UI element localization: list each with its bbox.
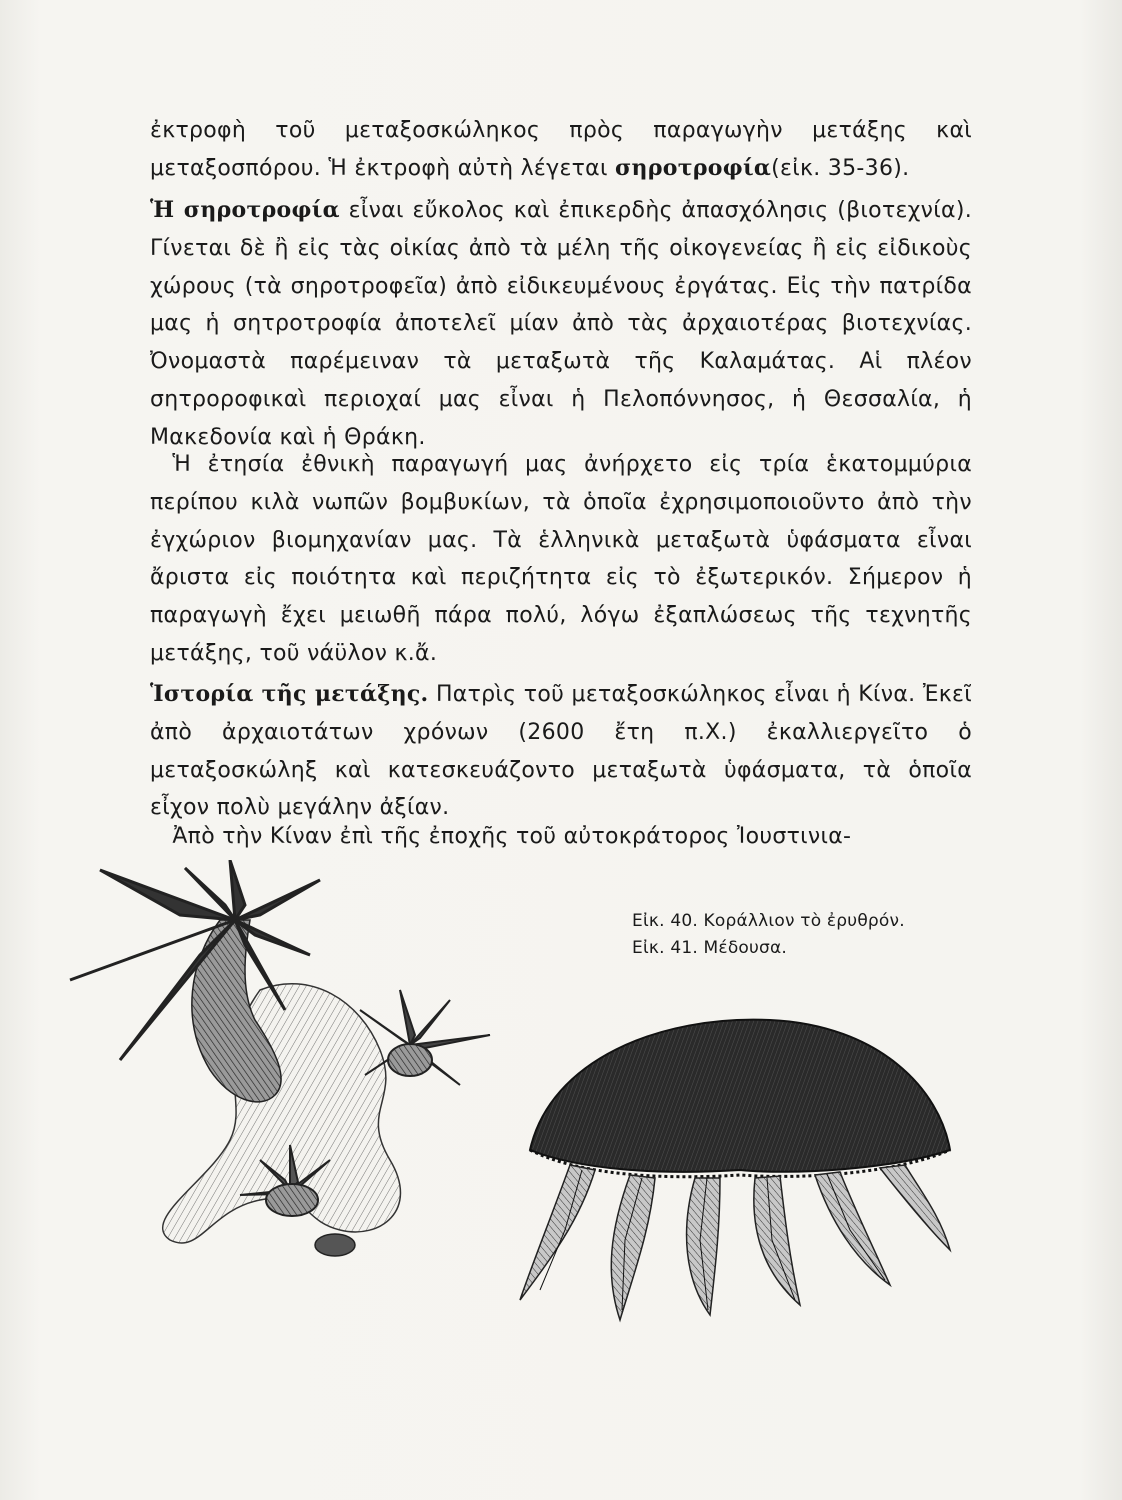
paragraph-text: Ἀπὸ τὴν Κίναν ἐπὶ τῆς ἐποχῆς τοῦ αὐτοκράτορος Ἰουστινια- <box>172 824 852 849</box>
paragraph-text: Ἡ ἐτησία ἐθνικὴ παραγωγή μας ἀνήρχετο εἰς τρία ἑκατομμύρια περίπου κιλὰ νωπῶν βομβυκίων, τὰ ὁποῖα ἐχρησιμοποιοῦντο ἀπὸ τὴν ἐγχώριον βιομηχανίαν μας. Τὰ ἑλληνικὰ μεταξωτὰ ὑφάσματα εἶναι ἄριστα εἰς ποιότητα καὶ περιζήτητα εἰς τὸ ἐξωτερικόν. Σήμερον ἡ παραγωγὴ ἔχει μειωθῆ πάρα πολύ, λόγω ἐξαπλώσεως τῆς τεχνητῆς μετάξης, τοῦ νάϋλον κ.ἄ. <box>150 452 972 666</box>
paragraph-sericulture <box>150 192 972 457</box>
paragraph-production <box>150 446 972 673</box>
bold-term-sericulture: σηροτροφία <box>615 154 772 181</box>
coral-illustration <box>60 860 510 1280</box>
figure-reference: (εἰκ. 35-36). <box>771 155 910 181</box>
caption-fig40: Εἰκ. 40. Κοράλλιον τὸ ἐρυθρόν. <box>632 911 905 931</box>
caption-fig41: Εἰκ. 41. Μέδουσα. <box>632 938 788 958</box>
jellyfish-illustration <box>510 1000 960 1340</box>
paragraph-sericulture-intro <box>150 112 972 188</box>
paragraph-text: ἐκτροφὴ τοῦ μεταξοσκώληκος πρὸς παραγωγὴν μετάξης καὶ μεταξοσπόρου. Ἡ ἐκτροφὴ αὐτὴ λέγεται <box>150 118 972 181</box>
paragraph-text: Πατρὶς τοῦ μεταξοσκώληκος εἶναι ἡ Κίνα. Ἐκεῖ ἀπὸ ἀρχαιοτάτων χρόνων (2600 ἔτη π.Χ.) ἐκαλλιεργεῖτο ὁ μεταξοσκώληξ καὶ κατεσκευάζοντο μεταξωτὰ ὑφάσματα, τὰ ὁποῖα εἶχον πολὺ μεγάλην ἀξίαν. <box>150 682 972 821</box>
jellyfish-tentacles <box>520 1165 950 1320</box>
bold-heading-silk-history: Ἱστορία τῆς μετάξης. <box>150 681 429 707</box>
paragraph-continued <box>150 818 972 856</box>
bold-heading-sericulture: Ἡ σηροτροφία <box>150 197 340 223</box>
jellyfish-bell <box>530 1020 950 1172</box>
paragraph-silk-history <box>150 676 972 827</box>
paragraph-text: εἶναι εὔκολος καὶ ἐπικερδὴς ἀπασχόλησις (βιοτεχνία). Γίνεται δὲ ἢ εἰς τὰς οἰκίας ἀπὸ τὰ μέλη τῆς οἰκογενείας ἢ εἰς εἰδικοὺς χώρους (τὰ σηροτροφεῖα) ἀπὸ εἰδικευμένους ἐργάτας. Εἰς τὴν πατρίδα μας ἡ σητροτροφία ἀποτελεῖ μίαν ἀπὸ τὰς ἀρχαιοτέρας βιοτεχνίας. Ὀνομαστὰ παρέμειναν τὰ μεταξωτὰ τῆς Καλαμάτας. Αἱ πλέον σητροροφικαὶ περιοχαί μας εἶναι ἡ Πελοπόννησος, ἡ Θεσσαλία, ἡ Μακεδονία καὶ ἡ Θράκη. <box>150 198 972 450</box>
